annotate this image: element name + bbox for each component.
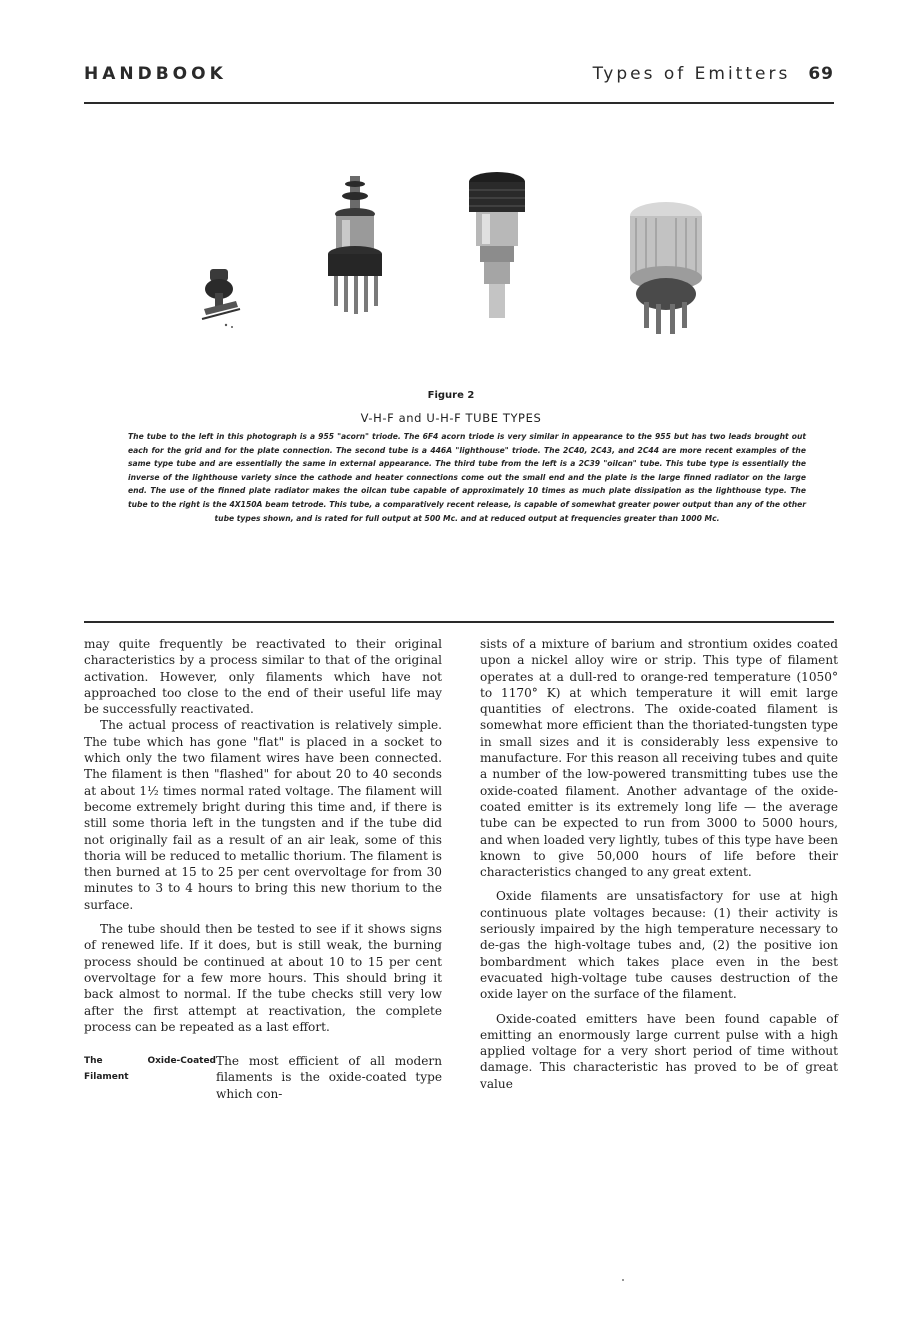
tetrode-tube-image <box>618 198 714 340</box>
page-speck <box>622 1279 624 1281</box>
figure-caption: The tube to the left in this photograph is a 955 "acorn" triode. The 6F4 acorn triode is very similar in appearance to the 955 but has two leads brought out each for the grid and for the plate connection. The second tube is a 446A "lighthouse" triode. The 2C40, 2C43, and 2C44 are more recent examples of the same type tube and are essentially the same in external appearance. The third tube from the left is a 2C39 "oilcan" tube. This tube type is essentially the inverse of the lighthouse variety since the cathode and heater connections come out the small end and the plate is the large finned radiator on the large end. The use of the finned plate radiator makes the oilcan tube capable of approximately 10 times as much plate dissipation as the lighthouse type. The tube to the right is the 4X150A beam tetrode. This tube, a comparatively recent release, is capable of somewhat greater power output than any of the other tube types shown, and is rated for full output at 500 Mc. and at reduced output at frequencies greater than 1000 Mc. <box>128 432 806 523</box>
running-header-title: HANDBOOK <box>84 64 227 84</box>
section-title: Types of Emitters <box>592 64 791 84</box>
side-heading: The Oxide-Coated Filament <box>84 1056 216 1083</box>
running-header-section <box>593 64 834 84</box>
acorn-tube-image <box>196 265 246 331</box>
paragraph: may quite frequently be reactivated to their original characteristics by a process similar to that of the original activation. However, only filaments which have not approached too close to the end of their useful life may be successfully reactivated. <box>84 637 442 717</box>
oilcan-tube-image <box>466 170 528 320</box>
header-rule <box>84 102 834 104</box>
right-column <box>480 636 838 1092</box>
lighthouse-tube-image <box>310 174 402 326</box>
left-column <box>84 636 442 1102</box>
page-number: 69 <box>808 64 834 84</box>
figure-photograph <box>0 160 902 370</box>
oxide-filament-section <box>84 1053 442 1102</box>
paragraph: The tube should then be tested to see if it shows signs of renewed life. If it does, but is still weak, the burning process should be continued at about 10 to 15 per cent overvoltage for a few more hours. This should bring it back almost to normal. If the tube checks still very low after the first attempt at reactivation, the complete process can be repeated as a last effort. <box>84 922 442 1034</box>
paragraph: sists of a mixture of barium and strontium oxides coated upon a nickel alloy wire or strip. This type of filament operates at a dull-red to orange-red temperature (1050° to 1170° K) at which temperature it will emit large quantities of electrons. The oxide-coated filament is somewhat more efficient than the thoriated-tungsten type in small sizes and it is considerably less expensive to manufacture. For this reason all receiving tubes and quite a number of the low-powered transmitting tubes use the oxide-coated filament. Another advantage of the oxide-coated emitter is its extremely long life — the average tube can be expected to run from 3000 to 5000 hours, and when loaded very lightly, tubes of this type have been known to give 50,000 hours of life before their characteristics changed to any great extent. <box>480 637 838 880</box>
caption-rule <box>84 621 834 623</box>
paragraph: Oxide-coated emitters have been found capable of emitting an enormously large current pulse with a high applied voltage for a very short period of time without damage. This characteristic has proved to be of great value <box>480 1011 838 1091</box>
paragraph: The most efficient of all modern filaments is the oxide-coated type which con- <box>216 1054 442 1101</box>
figure-number: Figure 2 <box>427 390 475 401</box>
figure-title: V-H-F and U-H-F TUBE TYPES <box>360 411 542 425</box>
paragraph: Oxide filaments are unsatisfactory for use at high continuous plate voltages because: (1) their activity is seriously impaired by the high temperature necessary to de-gas the high-voltage tubes and, (2) the positive ion bombardment which takes place even in the best evacuated high-voltage tube causes destruction of the oxide layer on the surface of the filament. <box>480 889 838 1002</box>
paragraph: The actual process of reactivation is relatively simple. The tube which has gone "flat" is placed in a socket to which only the two filament wires have been connected. The filament is then "flashed" for about 20 to 40 seconds at about 1½ times normal rated voltage. The filament will become extremely bright during this time and, if there is still some thoria left in the tungsten and if the tube did not originally fail as a result of an air leak, some of this thoria will be reduced to metallic thorium. The filament is then burned at 15 to 25 per cent overvoltage for from 30 minutes to 3 to 4 hours to bring this new thorium to the surface. <box>84 718 442 912</box>
